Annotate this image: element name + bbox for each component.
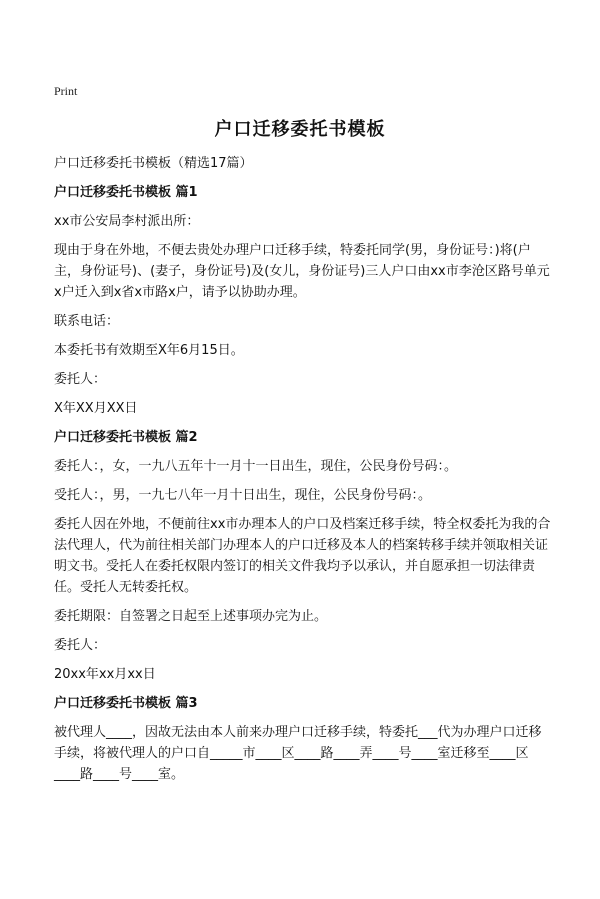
section-1 (54, 182, 554, 419)
paragraph: 委托人：，女，一九八五年十一月十一日出生，现住，公民身份号码：。 (54, 459, 458, 474)
paragraph: 20xx年xx月xx日 (54, 667, 156, 682)
paragraph: X年XX月XX日 (54, 401, 138, 416)
paragraph: 委托人因在外地，不便前往xx市办理本人的户口及档案迁移手续，特全权委托为我的合法代理人，代为前往相关部门办理本人的户口迁移及本人的档案转移手续并领取相关证明文书。受托人在委托权限内签订的相关文件我均予以承认，并自愿承担一切法律责任。受托人无转委托权。 (54, 517, 551, 595)
document-title: 户口迁移委托书模板 (214, 119, 386, 140)
document-subtitle: 户口迁移委托书模板（精选17篇） (54, 156, 253, 171)
document-body (54, 153, 554, 793)
paragraph: 委托人： (54, 638, 107, 653)
paragraph: 被代理人____，因故无法由本人前来办理户口迁移手续，特委托___代为办理户口迁移手续，将被代理人的户口自_____市____区____路____弄____号____室迁移至____区____路____号____室。 (54, 725, 542, 782)
paragraph: 现由于身在外地，不便去贵处办理户口迁移手续，特委托同学(男，身份证号：)将(户主，身份证号)、(妻子，身份证号)及(女儿，身份证号)三人户口由xx市李沧区路号单元x户迁入到x省x市路x户，请予以协助办理。 (54, 243, 550, 300)
paragraph: 联系电话： (54, 314, 120, 329)
paragraph: 委托人： (54, 372, 107, 387)
section-heading: 户口迁移委托书模板 篇2 (54, 430, 198, 445)
section-3 (54, 693, 554, 785)
print-label: Print (54, 84, 78, 98)
section-heading: 户口迁移委托书模板 篇1 (54, 185, 198, 200)
paragraph: 委托期限：自签署之日起至上述事项办完为止。 (54, 609, 328, 624)
paragraph: xx市公安局李村派出所： (54, 214, 200, 229)
paragraph: 本委托书有效期至X年6月15日。 (54, 343, 244, 358)
paragraph: 受托人：，男，一九七八年一月十日出生，现住，公民身份号码：。 (54, 488, 432, 503)
section-2 (54, 427, 554, 685)
section-heading: 户口迁移委托书模板 篇3 (54, 696, 198, 711)
